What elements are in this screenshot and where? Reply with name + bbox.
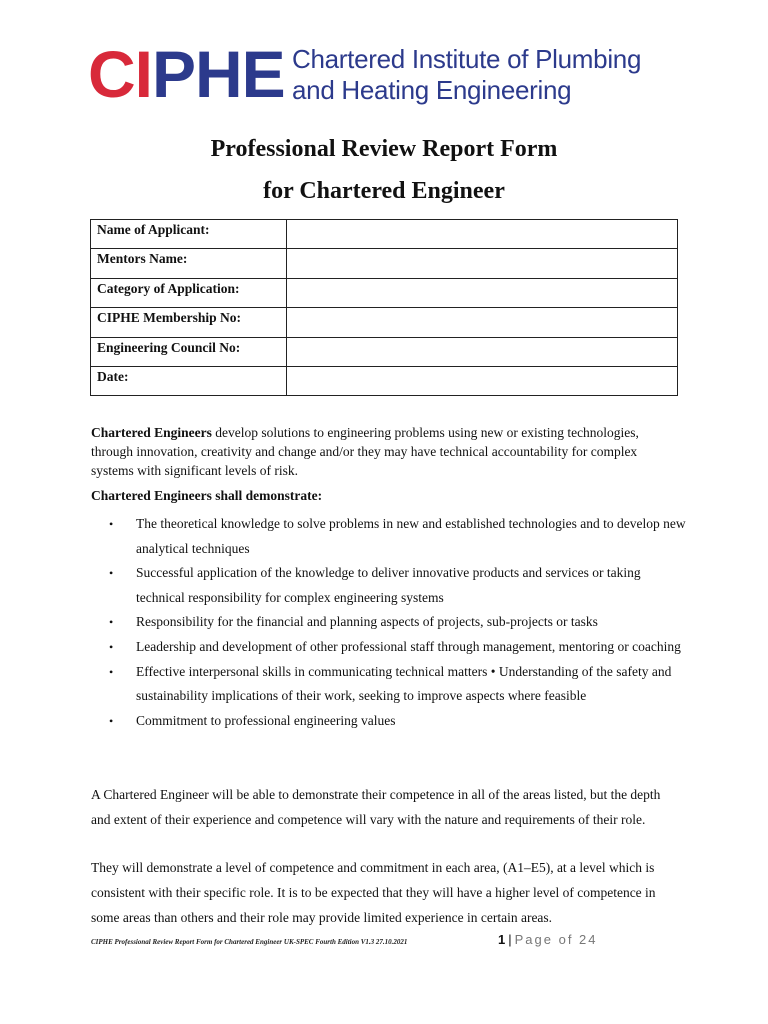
- details-value-field[interactable]: [287, 337, 678, 366]
- details-value-field[interactable]: [287, 366, 678, 395]
- org-name: [292, 44, 641, 106]
- details-label: Engineering Council No:: [91, 337, 287, 366]
- intro-text: develop solutions to engineering problems using new or existing technologies, through innovation, creativity and change and/or they may have technical accountability for complex systems with significant levels of risk.: [91, 425, 639, 478]
- details-value-field[interactable]: [287, 308, 678, 337]
- page-title-line2: for Chartered Engineer: [263, 178, 505, 204]
- org-name-line1: Chartered Institute of Plumbing: [292, 44, 642, 74]
- details-label: Name of Applicant:: [91, 220, 287, 249]
- details-label: Category of Application:: [91, 278, 287, 307]
- details-label: Mentors Name:: [91, 249, 287, 278]
- details-row: [91, 249, 678, 278]
- page-number: 1: [498, 932, 506, 947]
- ciphe-logo: [88, 37, 285, 111]
- page-text: Page of 24: [514, 932, 598, 947]
- competence-paragraph: A Chartered Engineer will be able to demonstrate their competence in all of the areas listed, but the depth and extent of their experience and competence will vary with the nature and requirements of their role.: [91, 787, 661, 827]
- page-title-line1: Professional Review Report Form: [210, 136, 558, 162]
- logo-phe: PHE: [152, 37, 285, 111]
- details-row: [91, 278, 678, 307]
- header: [88, 37, 688, 111]
- details-value-field[interactable]: [287, 220, 678, 249]
- intro-lead: Chartered Engineers: [91, 425, 212, 440]
- details-row: [91, 337, 678, 366]
- intro-paragraph: [91, 423, 681, 480]
- applicant-details-table: [90, 219, 678, 396]
- list-item: • Responsibility for the financial and planning aspects of projects, sub-projects or tasks: [109, 610, 689, 635]
- list-item: • The theoretical knowledge to solve problems in new and established technologies and to develop new analytical techniques: [109, 512, 689, 561]
- details-label: CIPHE Membership No:: [91, 308, 287, 337]
- details-label: Date:: [91, 366, 287, 395]
- demonstrate-heading: Chartered Engineers shall demonstrate:: [91, 488, 323, 503]
- org-name-line2: and Heating Engineering: [292, 75, 572, 105]
- details-value-field[interactable]: [287, 249, 678, 278]
- page-indicator: 1 | Page of 24: [498, 932, 598, 947]
- details-row: [91, 366, 678, 395]
- logo-ci: CI: [88, 37, 152, 111]
- footer-doc-ref: CIPHE Professional Review Report Form for Chartered Engineer UK-SPEC Fourth Edition V1.3 27.10.2021: [91, 938, 408, 946]
- list-item: • Commitment to professional engineering values: [109, 709, 689, 734]
- list-item: • Effective interpersonal skills in communicating technical matters • Understanding of the safety and sustainability implications of their work, seeking to improve aspects where feasible: [109, 660, 689, 709]
- list-item: • Leadership and development of other professional staff through management, mentoring or coaching: [109, 635, 689, 660]
- level-paragraph: They will demonstrate a level of competence and commitment in each area, (A1–E5), at a level which is consistent with their specific role. It is to be expected that they will have a higher level of competence in some areas than others and their role may provide limited experience in certain areas.: [91, 860, 656, 925]
- details-value-field[interactable]: [287, 278, 678, 307]
- details-row: [91, 220, 678, 249]
- list-item: • Successful application of the knowledge to deliver innovative products and services or taking technical responsibility for complex engineering systems: [109, 561, 689, 610]
- details-row: [91, 308, 678, 337]
- requirements-list: [109, 512, 689, 733]
